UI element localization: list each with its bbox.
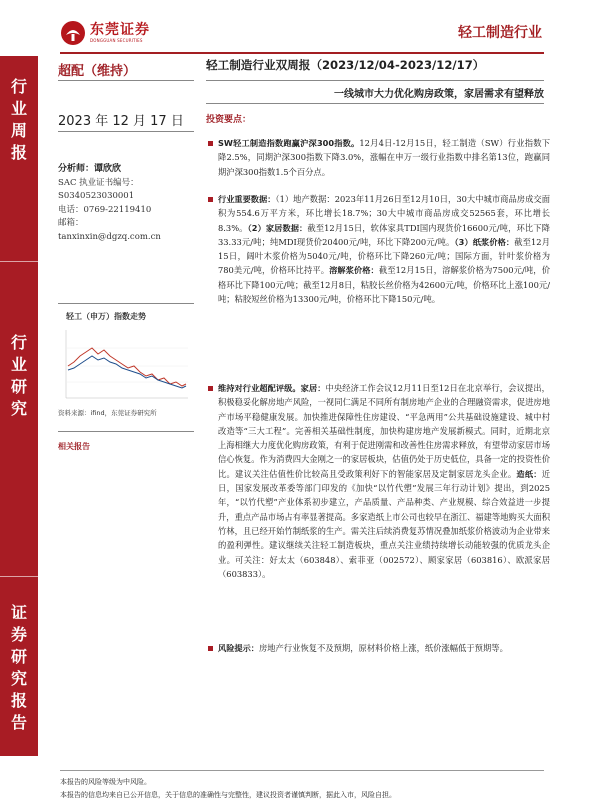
left-divider — [58, 80, 194, 81]
report-title: 轻工制造行业双周报（2023/12/04-2023/12/17） — [206, 58, 485, 72]
side-band — [0, 56, 38, 756]
key-point-risk — [218, 641, 550, 655]
bullet-subheading: （2）家居数据： — [247, 222, 308, 233]
side-label-securities-research-report — [0, 602, 38, 734]
header-divider — [60, 52, 544, 54]
cert-label: SAC 执业证书编号： — [58, 177, 139, 188]
side-char: 业 — [10, 355, 27, 374]
side-char: 报 — [10, 143, 27, 162]
logo-cn-text: 东莞证券 — [90, 22, 150, 38]
title-divider — [206, 80, 544, 81]
email-label: 邮箱： — [58, 218, 84, 228]
side-label-industry-research — [0, 332, 38, 420]
report-date: 2023 年 12 月 17 日 — [58, 114, 184, 129]
side-char: 证 — [10, 603, 27, 622]
side-char: 研 — [10, 647, 27, 666]
cert-number: S0340523030001 — [58, 191, 135, 201]
left-divider — [58, 131, 194, 132]
bullet-text: 12月4日-12月15日，轻工制造（SW）行业指数下降2.5%，同期沪深300指数下降3.0%，涨幅在申万一级行业指数中排名第13位，跑赢同期沪深300指数1.5个百分点。 — [218, 138, 551, 177]
chart-series-industry — [68, 348, 186, 386]
side-char: 研 — [10, 377, 27, 396]
logo-emblem-icon — [60, 20, 86, 46]
key-point-industry-data — [218, 192, 550, 306]
side-char: 券 — [10, 625, 27, 644]
bullet-subheading: 造纸： — [516, 468, 542, 479]
bullet-text: （1）地产数据：2023年11月26日至12月10日，30大中城市商品房成交面积为554.6万平方米，环比增长18.7%；30大中城市商品房成交52565套，环比增长8.3%。 — [218, 194, 550, 233]
footer-info-source: 本报告的信息均来自已公开信息，关于信息的准确性与完整性，建议投资者谨慎判断，据此入市，风险自担。 — [60, 791, 396, 799]
key-point-index-performance — [218, 136, 550, 179]
side-char: 行 — [10, 77, 27, 96]
bullet-heading: 风险提示： — [218, 643, 259, 653]
analyst-info — [58, 163, 161, 244]
bullet-text: 截至12月15日，阔叶木浆价格为5040元/吨，价格环比下降260元/吨；国际方面，针叶浆价格为780美元/吨，价格环比持平。 — [218, 236, 550, 276]
bullet-heading: 维持对行业超配评级。家居： — [218, 383, 326, 393]
bullet-text: 房地产行业恢复不及预期，原材料价格上涨，纸价涨幅低于预期等。 — [258, 643, 508, 653]
index-trend-chart — [58, 326, 192, 410]
bullet-subheading: （3）纸浆价格： — [454, 236, 515, 247]
analyst-name: 谭欣欣 — [94, 164, 122, 174]
analyst-name-line — [58, 163, 161, 177]
report-subtitle: 一线城市大力优化购房政策，家居需求有望释放 — [334, 89, 544, 100]
side-char: 业 — [10, 99, 27, 118]
bullet-text: 中央经济工作会议12月11日至12日在北京举行，会议提出，积极稳妥化解房地产风险，一视同仁满足不同所有制房地产企业的合理融资需求，促进房地产市场平稳健康发展。加快推进保障性住房建设、“平急两用”公共基础设施建设、城中村改造等“三大工程”。完善相关基础性制度，加快构建房地产发展新模式。同时，近期北京上海相继大力度优化购房政策，有利于促进刚需和改善性住房需求释放，有望带动家居市场信心恢复。作为消费四大金刚之一的家居板块，估值仍处于历史低位，具备一定的投资性价比。建议关注估值性价比较高且受政策利好下的智能家居及定制家居龙头企业。 — [218, 383, 550, 479]
side-char: 告 — [10, 713, 27, 732]
key-point-rating — [218, 381, 550, 581]
company-logo — [60, 18, 150, 48]
analyst-label: 分析师： — [58, 164, 95, 174]
bullet-subheading: 溶解浆价格： — [329, 265, 379, 276]
left-divider — [58, 303, 194, 304]
bullet-heading: 行业重要数据： — [218, 194, 276, 204]
footer-risk-level: 本报告的风险等级为中风险。 — [60, 778, 151, 786]
footer-divider — [60, 770, 544, 771]
side-divider — [0, 576, 38, 577]
footer-disclaimer — [60, 776, 544, 800]
side-divider — [0, 261, 38, 262]
side-char: 行 — [10, 333, 27, 352]
side-char: 报 — [10, 691, 27, 710]
side-char: 周 — [10, 121, 27, 140]
logo-en-text: DONGGUAN SECURITIES — [90, 38, 143, 43]
key-points-heading: 投资要点： — [206, 115, 252, 125]
email: tanxinxin@dgzq.com.cn — [58, 231, 161, 242]
bullet-text: 截至12月15日，溶解浆价格为7500元/吨，价格环比下降100元/吨；截至12月8日，粘胶长丝价格为42600元/吨，价格环比上涨100元/吨；粘胶短丝价格为13300元/吨，价格环比下降150元/吨。 — [218, 265, 550, 305]
chart-source: 资料来源：ifind，东莞证券研究所 — [58, 409, 157, 417]
side-char: 究 — [10, 399, 27, 418]
phone: 电话：0769-22119410 — [58, 204, 152, 215]
chart-series-benchmark — [68, 356, 186, 388]
side-label-industry-weekly — [0, 76, 38, 164]
left-divider — [58, 431, 194, 432]
related-reports-heading: 相关报告 — [58, 442, 90, 451]
index-chart-title: 轻工（申万）指数走势 — [66, 312, 146, 321]
rating: 超配（维持） — [58, 64, 137, 79]
bullet-text: 近日，国家发展改革委等部门印发的《加快“以竹代塑”发展三年行动计划》提出，到2025年，“以竹代塑”产业体系初步建立，产品质量、产品种类、产业规模、综合效益进一步提升，重点产品市场占有率显著提高。多家造纸上市公司也较早在浙江、福建等地购买大面积竹林，且已经开始竹制纸浆的生产。需关注后续消费复苏情况叠加纸浆价格波动为企业带来的盈利弹性。建议继续关注轻工制造板块，重点关注业绩持续增长动能较强的优质龙头企业。可关注：好太太（603848）、索菲亚（002572）、顾家家居（603816）、欧派家居（603833）。 — [218, 468, 550, 579]
side-char: 究 — [10, 669, 27, 688]
industry-header: 轻工制造行业 — [458, 25, 542, 41]
bullet-text: 截至12月15日，软体家具TDI国内现货价16600元/吨，环比下降33.33元/吨；纯MDI现货价20400元/吨，环比下降200元/吨。 — [218, 222, 550, 247]
subtitle-divider — [206, 103, 544, 104]
bullet-heading: SW轻工制造指数跑赢沪深300指数。 — [218, 138, 360, 148]
